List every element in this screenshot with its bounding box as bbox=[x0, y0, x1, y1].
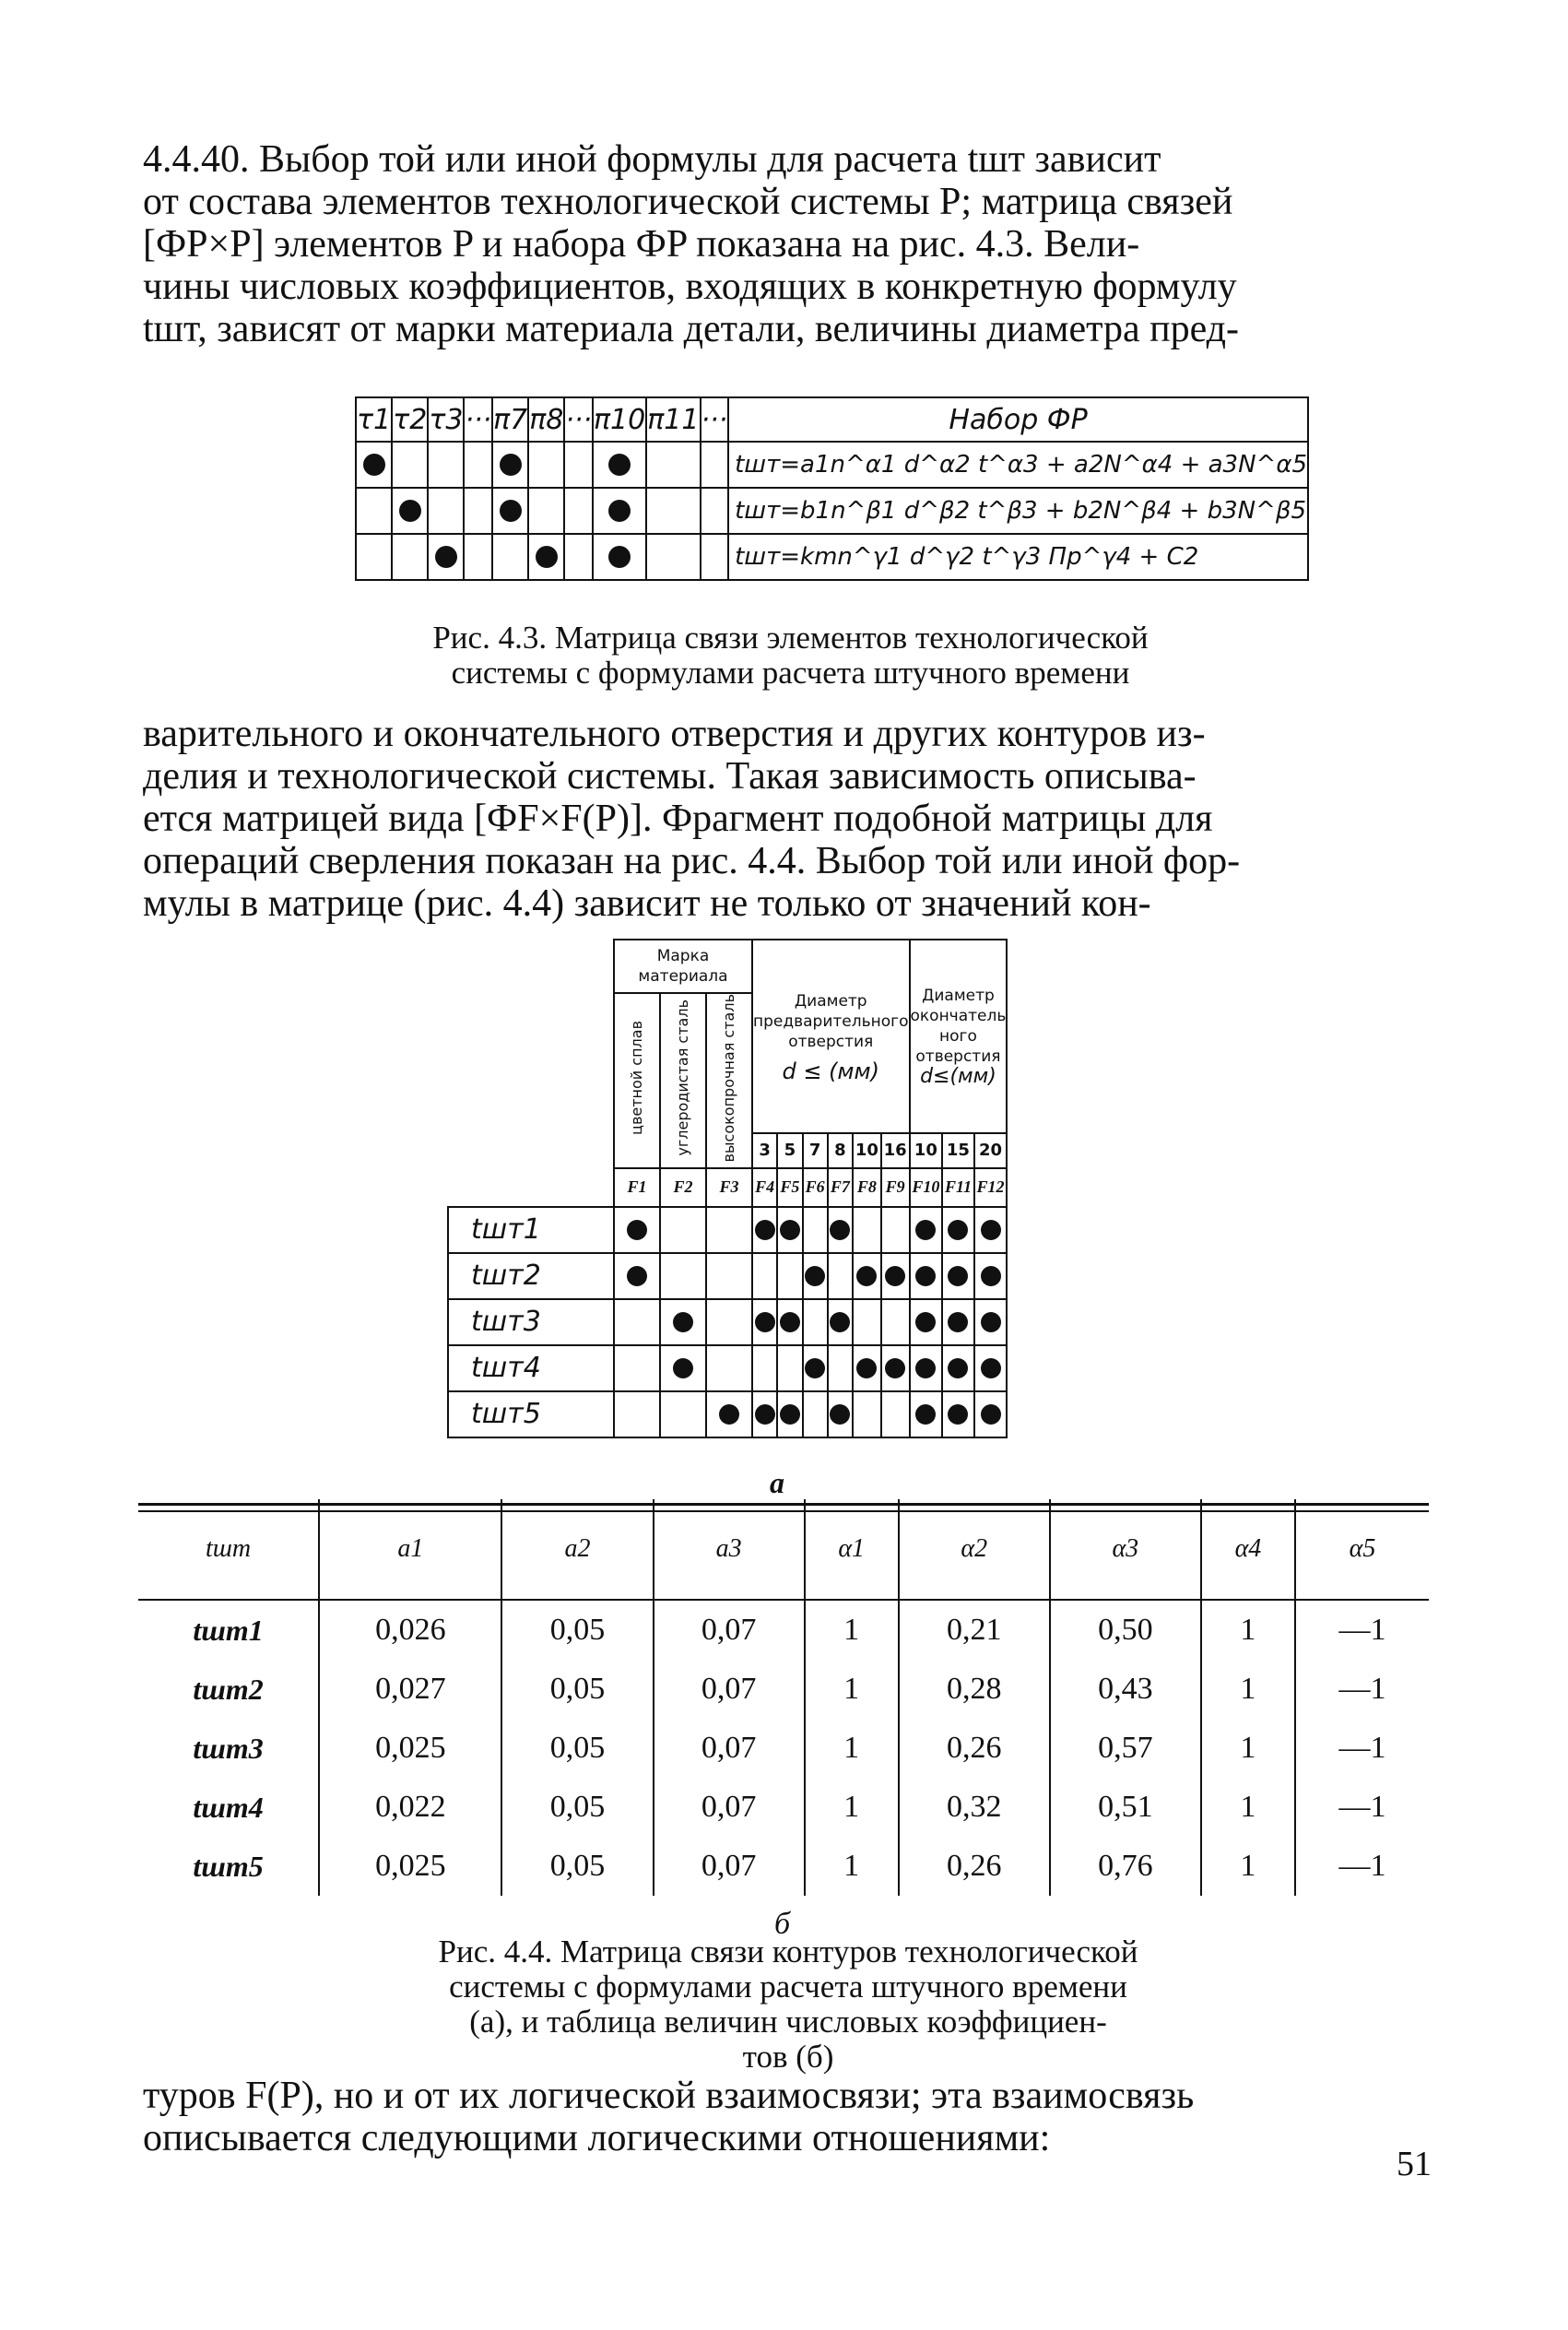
matrix-cell bbox=[910, 1391, 943, 1437]
header-cell: π8 bbox=[528, 397, 564, 442]
paragraph-end bbox=[143, 2075, 1429, 2159]
diameter-cell: 15 bbox=[942, 1133, 974, 1168]
text-line: ется матрицей вида [ФF×F(P)]. Фрагмент подобной матрицы для bbox=[143, 798, 1213, 840]
matrix-cell bbox=[752, 1391, 777, 1437]
group-line: отверстия bbox=[915, 1047, 1001, 1066]
matrix-cell bbox=[564, 442, 593, 488]
filled-dot-icon bbox=[915, 1312, 936, 1332]
matrix-cell bbox=[614, 1391, 660, 1437]
filled-dot-icon bbox=[948, 1312, 968, 1332]
matrix-cell bbox=[464, 488, 492, 534]
filled-dot-icon bbox=[780, 1404, 800, 1425]
filled-dot-icon bbox=[948, 1220, 968, 1240]
row-label: tшт5 bbox=[193, 1849, 264, 1883]
matrix-cell bbox=[752, 1345, 777, 1391]
filled-dot-icon bbox=[755, 1404, 775, 1425]
matrix-row bbox=[448, 1345, 1007, 1391]
paragraph-middle bbox=[143, 713, 1429, 925]
page-number: 51 bbox=[1397, 2145, 1432, 2183]
coefficient-row bbox=[138, 1778, 1429, 1837]
coefficient-value: 0,07 bbox=[654, 1719, 805, 1778]
matrix-cell bbox=[428, 488, 464, 534]
matrix-cell bbox=[910, 1253, 943, 1299]
caption-line: системы с формулами расчета штучного времени bbox=[451, 655, 1130, 691]
figure-4-4-caption bbox=[355, 1934, 1221, 2075]
coefficient-value: 1 bbox=[805, 1719, 899, 1778]
coefficient-value: 0,26 bbox=[899, 1837, 1050, 1896]
text-line: туров F(P), но и от их логической взаимосвязи; эта взаимосвязь bbox=[143, 2075, 1195, 2117]
matrix-cell bbox=[492, 534, 528, 580]
matrix-cell bbox=[777, 1207, 802, 1253]
matrix-cell bbox=[593, 488, 646, 534]
filled-dot-icon bbox=[536, 546, 558, 568]
formula-cell: tшт=b1n^β1 d^β2 t^β3 + b2N^β4 + b3N^β5 bbox=[728, 488, 1308, 534]
paragraph-intro bbox=[143, 138, 1429, 350]
filled-dot-icon bbox=[435, 546, 457, 568]
filled-dot-icon bbox=[856, 1358, 877, 1378]
matrix-row bbox=[356, 488, 1308, 534]
matrix-cell bbox=[942, 1345, 974, 1391]
caption-line: (а), и таблица величин числовых коэффициен- bbox=[469, 2004, 1107, 2040]
coefficient-value: 0,32 bbox=[899, 1778, 1050, 1837]
f-label-cell: F2 bbox=[660, 1168, 706, 1207]
material-header bbox=[614, 993, 660, 1168]
caption-line: Рис. 4.4. Матрица связи контуров технологической bbox=[438, 1934, 1138, 1969]
caption-line: тов (б) bbox=[742, 2039, 834, 2075]
matrix-cell bbox=[828, 1253, 853, 1299]
filled-dot-icon bbox=[673, 1358, 693, 1378]
header-cell: τ2 bbox=[392, 397, 428, 442]
matrix-cell bbox=[881, 1391, 910, 1437]
matrix-cell bbox=[706, 1207, 752, 1253]
matrix-cell bbox=[646, 488, 700, 534]
filled-dot-icon bbox=[915, 1358, 936, 1378]
filled-dot-icon bbox=[830, 1312, 850, 1332]
matrix-cell bbox=[881, 1207, 910, 1253]
corner-empty bbox=[448, 940, 614, 1207]
matrix-cell bbox=[646, 534, 700, 580]
row-label: tшт3 bbox=[448, 1299, 614, 1345]
coefficient-value: 0,05 bbox=[501, 1600, 653, 1660]
matrix-row bbox=[356, 442, 1308, 488]
row-label: tшт4 bbox=[448, 1345, 614, 1391]
matrix-cell bbox=[660, 1391, 706, 1437]
f-label-cell: F7 bbox=[828, 1168, 853, 1207]
matrix-cell bbox=[660, 1207, 706, 1253]
header-cell: π7 bbox=[492, 397, 528, 442]
matrix-cell bbox=[464, 534, 492, 580]
coefficient-value: 1 bbox=[1201, 1600, 1295, 1660]
filled-dot-icon bbox=[830, 1220, 850, 1240]
text-line: делия и технологической системы. Такая зависимость описыва- bbox=[143, 755, 1197, 798]
matrix-cell bbox=[706, 1253, 752, 1299]
filled-dot-icon bbox=[856, 1266, 877, 1286]
matrix-cell bbox=[803, 1253, 828, 1299]
matrix-cell bbox=[614, 1345, 660, 1391]
matrix-cell bbox=[881, 1345, 910, 1391]
matrix-cell bbox=[910, 1299, 943, 1345]
subfigure-label-a: а bbox=[770, 1466, 784, 1499]
matrix-cell bbox=[853, 1299, 881, 1345]
f-label-cell: F8 bbox=[853, 1168, 881, 1207]
subfigure-label-b: б bbox=[774, 1907, 791, 1941]
matrix-cell bbox=[777, 1345, 802, 1391]
matrix-cell bbox=[392, 488, 428, 534]
filled-dot-icon bbox=[627, 1220, 647, 1240]
group-line: ного bbox=[939, 1026, 977, 1046]
row-label: tшт1 bbox=[193, 1613, 264, 1647]
column-header: α2 bbox=[899, 1499, 1050, 1600]
matrix-cell bbox=[828, 1299, 853, 1345]
coefficient-row bbox=[138, 1719, 1429, 1778]
filled-dot-icon bbox=[500, 500, 522, 522]
matrix-cell bbox=[706, 1345, 752, 1391]
caption-line: Рис. 4.3. Матрица связи элементов технологической bbox=[432, 620, 1149, 656]
group-line: d ≤ (мм) bbox=[782, 1058, 880, 1084]
matrix-cell bbox=[974, 1345, 1008, 1391]
matrix-row bbox=[448, 1391, 1007, 1437]
coefficient-row bbox=[138, 1660, 1429, 1719]
f-label-cell: F1 bbox=[614, 1168, 660, 1207]
matrix-cell bbox=[777, 1391, 802, 1437]
matrix-cell bbox=[356, 488, 392, 534]
caption-line: системы с формулами расчета штучного времени bbox=[449, 1969, 1127, 2005]
matrix-cell bbox=[910, 1345, 943, 1391]
filled-dot-icon bbox=[885, 1266, 905, 1286]
coefficient-value: 0,07 bbox=[654, 1600, 805, 1660]
matrix-cell bbox=[881, 1253, 910, 1299]
column-header: α1 bbox=[805, 1499, 899, 1600]
diameter-cell: 5 bbox=[777, 1133, 802, 1168]
diameter-cell: 10 bbox=[853, 1133, 881, 1168]
column-header: α3 bbox=[1050, 1499, 1201, 1600]
matrix-header-row bbox=[356, 397, 1308, 442]
coefficient-row bbox=[138, 1837, 1429, 1896]
matrix-cell bbox=[564, 488, 593, 534]
coefficient-value: 0,026 bbox=[319, 1600, 501, 1660]
material-label: цветной сплав bbox=[628, 1021, 645, 1136]
matrix-cell bbox=[881, 1299, 910, 1345]
matrix-cell bbox=[428, 534, 464, 580]
matrix-cell bbox=[803, 1345, 828, 1391]
text-line: 4.4.40. Выбор той или иной формулы для расчета tшт зависит bbox=[143, 138, 1161, 181]
matrix-cell bbox=[392, 534, 428, 580]
matrix-cell bbox=[803, 1299, 828, 1345]
matrix-cell bbox=[660, 1345, 706, 1391]
f-label-cell: F9 bbox=[881, 1168, 910, 1207]
f-label-cell: F11 bbox=[942, 1168, 974, 1207]
matrix-cell bbox=[528, 442, 564, 488]
coefficient-value: 0,50 bbox=[1050, 1600, 1201, 1660]
coefficient-value: —1 bbox=[1295, 1837, 1429, 1896]
filled-dot-icon bbox=[780, 1220, 800, 1240]
material-header bbox=[660, 993, 706, 1168]
matrix-cell bbox=[492, 442, 528, 488]
header-cell: π11 bbox=[646, 397, 700, 442]
matrix-cell bbox=[614, 1299, 660, 1345]
coefficient-value: 1 bbox=[805, 1600, 899, 1660]
filled-dot-icon bbox=[981, 1312, 1001, 1332]
coefficient-value: —1 bbox=[1295, 1719, 1429, 1778]
matrix-cell bbox=[828, 1345, 853, 1391]
matrix-cell bbox=[752, 1299, 777, 1345]
column-header: a1 bbox=[319, 1499, 501, 1600]
filled-dot-icon bbox=[981, 1404, 1001, 1425]
group-header-row bbox=[448, 940, 1007, 993]
filled-dot-icon bbox=[399, 500, 421, 522]
matrix-cell bbox=[942, 1207, 974, 1253]
coefficient-value: 0,05 bbox=[501, 1660, 653, 1719]
matrix-cell bbox=[356, 534, 392, 580]
figure-4-3-caption bbox=[346, 621, 1235, 691]
coefficient-value: —1 bbox=[1295, 1600, 1429, 1660]
f-label-cell: F5 bbox=[777, 1168, 802, 1207]
matrix-cell bbox=[428, 442, 464, 488]
coefficient-value: 1 bbox=[1201, 1778, 1295, 1837]
filled-dot-icon bbox=[500, 454, 522, 476]
coefficient-value: 0,43 bbox=[1050, 1660, 1201, 1719]
matrix-cell bbox=[464, 442, 492, 488]
coefficient-value: —1 bbox=[1295, 1778, 1429, 1837]
matrix-cell bbox=[777, 1299, 802, 1345]
filled-dot-icon bbox=[915, 1220, 936, 1240]
group-line: Диаметр bbox=[794, 991, 867, 1011]
matrix-cell bbox=[853, 1253, 881, 1299]
header-cell: π10 bbox=[593, 397, 646, 442]
f-label-cell: F4 bbox=[752, 1168, 777, 1207]
coefficient-value: 0,05 bbox=[501, 1837, 653, 1896]
coefficient-value: 0,025 bbox=[319, 1837, 501, 1896]
text-line: варительного и окончательного отверстия и других контуров из- bbox=[143, 713, 1206, 755]
matrix-cell bbox=[701, 442, 729, 488]
f-label-cell: F3 bbox=[706, 1168, 752, 1207]
text-line: [ФP×P] элементов P и набора ФP показана на рис. 4.3. Вели- bbox=[143, 223, 1140, 266]
formula-cell: tшт=a1n^α1 d^α2 t^α3 + a2N^α4 + a3N^α5 bbox=[728, 442, 1308, 488]
coefficient-value: 1 bbox=[1201, 1837, 1295, 1896]
coefficient-value: 0,21 bbox=[899, 1600, 1050, 1660]
column-header: α5 bbox=[1295, 1499, 1429, 1600]
filled-dot-icon bbox=[755, 1220, 775, 1240]
coefficient-row bbox=[138, 1600, 1429, 1660]
filled-dot-icon bbox=[948, 1266, 968, 1286]
coefficient-value: 0,76 bbox=[1050, 1837, 1201, 1896]
filled-dot-icon bbox=[363, 454, 385, 476]
matrix-cell bbox=[942, 1299, 974, 1345]
filled-dot-icon bbox=[673, 1312, 693, 1332]
group-material: Марка материала bbox=[614, 940, 752, 993]
header-cell-formula-set: Набор ФP bbox=[728, 397, 1308, 442]
diameter-cell: 3 bbox=[752, 1133, 777, 1168]
filled-dot-icon bbox=[627, 1266, 647, 1286]
matrix-cell bbox=[564, 534, 593, 580]
filled-dot-icon bbox=[981, 1358, 1001, 1378]
figure-4-3-matrix bbox=[355, 396, 1309, 581]
diameter-cell: 8 bbox=[828, 1133, 853, 1168]
coefficient-value: 0,05 bbox=[501, 1778, 653, 1837]
group-pre-diameter bbox=[752, 940, 910, 1133]
matrix-cell bbox=[803, 1207, 828, 1253]
filled-dot-icon bbox=[805, 1266, 825, 1286]
filled-dot-icon bbox=[830, 1404, 850, 1425]
column-header: α4 bbox=[1201, 1499, 1295, 1600]
text-line: операций сверления показан на рис. 4.4. Выбор той или иной фор- bbox=[143, 840, 1241, 882]
matrix-cell bbox=[853, 1345, 881, 1391]
coefficient-value: 0,025 bbox=[319, 1719, 501, 1778]
matrix-row bbox=[356, 534, 1308, 580]
f-label-cell: F12 bbox=[974, 1168, 1008, 1207]
coefficient-value: 1 bbox=[805, 1778, 899, 1837]
text-line: описывается следующими логическими отношениями: bbox=[143, 2117, 1051, 2159]
coefficient-value: 0,26 bbox=[899, 1719, 1050, 1778]
coefficient-value: —1 bbox=[1295, 1660, 1429, 1719]
matrix-cell bbox=[853, 1207, 881, 1253]
filled-dot-icon bbox=[915, 1404, 936, 1425]
matrix-cell bbox=[853, 1391, 881, 1437]
formula-cell: tшт=kmn^γ1 d^γ2 t^γ3 Пp^γ4 + C2 bbox=[728, 534, 1308, 580]
matrix-cell bbox=[974, 1253, 1008, 1299]
material-label: углеродистая сталь bbox=[674, 999, 691, 1157]
group-line: окончатель bbox=[910, 1006, 1007, 1025]
matrix-cell bbox=[528, 534, 564, 580]
matrix-cell bbox=[974, 1391, 1008, 1437]
matrix-cell bbox=[660, 1253, 706, 1299]
group-line: d≤(мм) bbox=[920, 1064, 996, 1088]
coefficient-header-row bbox=[138, 1499, 1429, 1600]
column-header: a2 bbox=[501, 1499, 653, 1600]
filled-dot-icon bbox=[608, 500, 631, 522]
filled-dot-icon bbox=[948, 1358, 968, 1378]
filled-dot-icon bbox=[981, 1266, 1001, 1286]
row-label: tшт3 bbox=[193, 1731, 264, 1765]
matrix-cell bbox=[392, 442, 428, 488]
header-cell: ··· bbox=[464, 397, 492, 442]
coefficient-value: 1 bbox=[1201, 1719, 1295, 1778]
diameter-cell: 20 bbox=[974, 1133, 1008, 1168]
coefficient-value: 0,027 bbox=[319, 1660, 501, 1719]
coefficient-value: 1 bbox=[1201, 1660, 1295, 1719]
matrix-cell bbox=[828, 1391, 853, 1437]
filled-dot-icon bbox=[780, 1312, 800, 1332]
coefficient-value: 0,07 bbox=[654, 1837, 805, 1896]
coefficient-value: 0,51 bbox=[1050, 1778, 1201, 1837]
filled-dot-icon bbox=[755, 1312, 775, 1332]
matrix-cell bbox=[752, 1207, 777, 1253]
filled-dot-icon bbox=[981, 1220, 1001, 1240]
coefficient-value: 0,28 bbox=[899, 1660, 1050, 1719]
filled-dot-icon bbox=[608, 454, 631, 476]
matrix-row bbox=[448, 1207, 1007, 1253]
text-line: чины числовых коэффициентов, входящих в конкретную формулу bbox=[143, 266, 1237, 308]
matrix-cell bbox=[974, 1299, 1008, 1345]
group-line: Диаметр bbox=[922, 986, 995, 1005]
row-label: tшт5 bbox=[448, 1391, 614, 1437]
group-line: отверстия bbox=[788, 1032, 874, 1051]
coefficient-value: 1 bbox=[805, 1837, 899, 1896]
diameter-cell: 7 bbox=[803, 1133, 828, 1168]
matrix-cell bbox=[777, 1253, 802, 1299]
filled-dot-icon bbox=[915, 1266, 936, 1286]
figure-4-4b-table bbox=[138, 1499, 1429, 1896]
matrix-cell bbox=[492, 488, 528, 534]
matrix-cell bbox=[706, 1299, 752, 1345]
text-line: мулы в матрице (рис. 4.4) зависит не только от значений кон- bbox=[143, 882, 1151, 925]
diameter-cell: 16 bbox=[881, 1133, 910, 1168]
matrix-cell bbox=[660, 1299, 706, 1345]
matrix-cell bbox=[646, 442, 700, 488]
header-cell: τ3 bbox=[428, 397, 464, 442]
figure-4-4a-matrix bbox=[447, 939, 1008, 1438]
matrix-cell bbox=[828, 1207, 853, 1253]
matrix-cell bbox=[701, 534, 729, 580]
f-label-cell: F6 bbox=[803, 1168, 828, 1207]
filled-dot-icon bbox=[805, 1358, 825, 1378]
coefficient-value: 0,07 bbox=[654, 1660, 805, 1719]
matrix-cell bbox=[356, 442, 392, 488]
coefficient-value: 1 bbox=[805, 1660, 899, 1719]
filled-dot-icon bbox=[948, 1404, 968, 1425]
column-header: a3 bbox=[654, 1499, 805, 1600]
text-line: tшт, зависят от марки материала детали, величины диаметра пред- bbox=[143, 308, 1240, 350]
coefficient-value: 0,022 bbox=[319, 1778, 501, 1837]
f-label-cell: F10 bbox=[910, 1168, 943, 1207]
matrix-cell bbox=[706, 1391, 752, 1437]
filled-dot-icon bbox=[719, 1404, 739, 1425]
coefficient-value: 0,57 bbox=[1050, 1719, 1201, 1778]
header-cell: ··· bbox=[701, 397, 729, 442]
material-header bbox=[706, 993, 752, 1168]
diameter-cell: 10 bbox=[910, 1133, 943, 1168]
filled-dot-icon bbox=[885, 1358, 905, 1378]
matrix-cell bbox=[752, 1253, 777, 1299]
matrix-row bbox=[448, 1253, 1007, 1299]
group-final-diameter bbox=[910, 940, 1008, 1133]
matrix-cell bbox=[803, 1391, 828, 1437]
header-cell: ··· bbox=[564, 397, 593, 442]
matrix-cell bbox=[614, 1207, 660, 1253]
coefficient-value: 0,07 bbox=[654, 1778, 805, 1837]
matrix-cell bbox=[942, 1391, 974, 1437]
matrix-cell bbox=[593, 534, 646, 580]
header-cell: τ1 bbox=[356, 397, 392, 442]
matrix-cell bbox=[942, 1253, 974, 1299]
matrix-cell bbox=[614, 1253, 660, 1299]
row-label: tшт1 bbox=[448, 1207, 614, 1253]
matrix-cell bbox=[593, 442, 646, 488]
filled-dot-icon bbox=[608, 546, 631, 568]
column-header: tшт bbox=[138, 1499, 319, 1600]
row-label: tшт4 bbox=[193, 1790, 264, 1824]
row-label: tшт2 bbox=[193, 1672, 264, 1706]
matrix-row bbox=[448, 1299, 1007, 1345]
matrix-cell bbox=[910, 1207, 943, 1253]
text-line: от состава элементов технологической системы P; матрица связей bbox=[143, 181, 1233, 223]
matrix-cell bbox=[974, 1207, 1008, 1253]
row-label: tшт2 bbox=[448, 1253, 614, 1299]
matrix-cell bbox=[528, 488, 564, 534]
coefficient-value: 0,05 bbox=[501, 1719, 653, 1778]
matrix-cell bbox=[701, 488, 729, 534]
group-line: предварительного bbox=[753, 1011, 909, 1031]
material-label: высокопрочная сталь bbox=[720, 994, 737, 1163]
